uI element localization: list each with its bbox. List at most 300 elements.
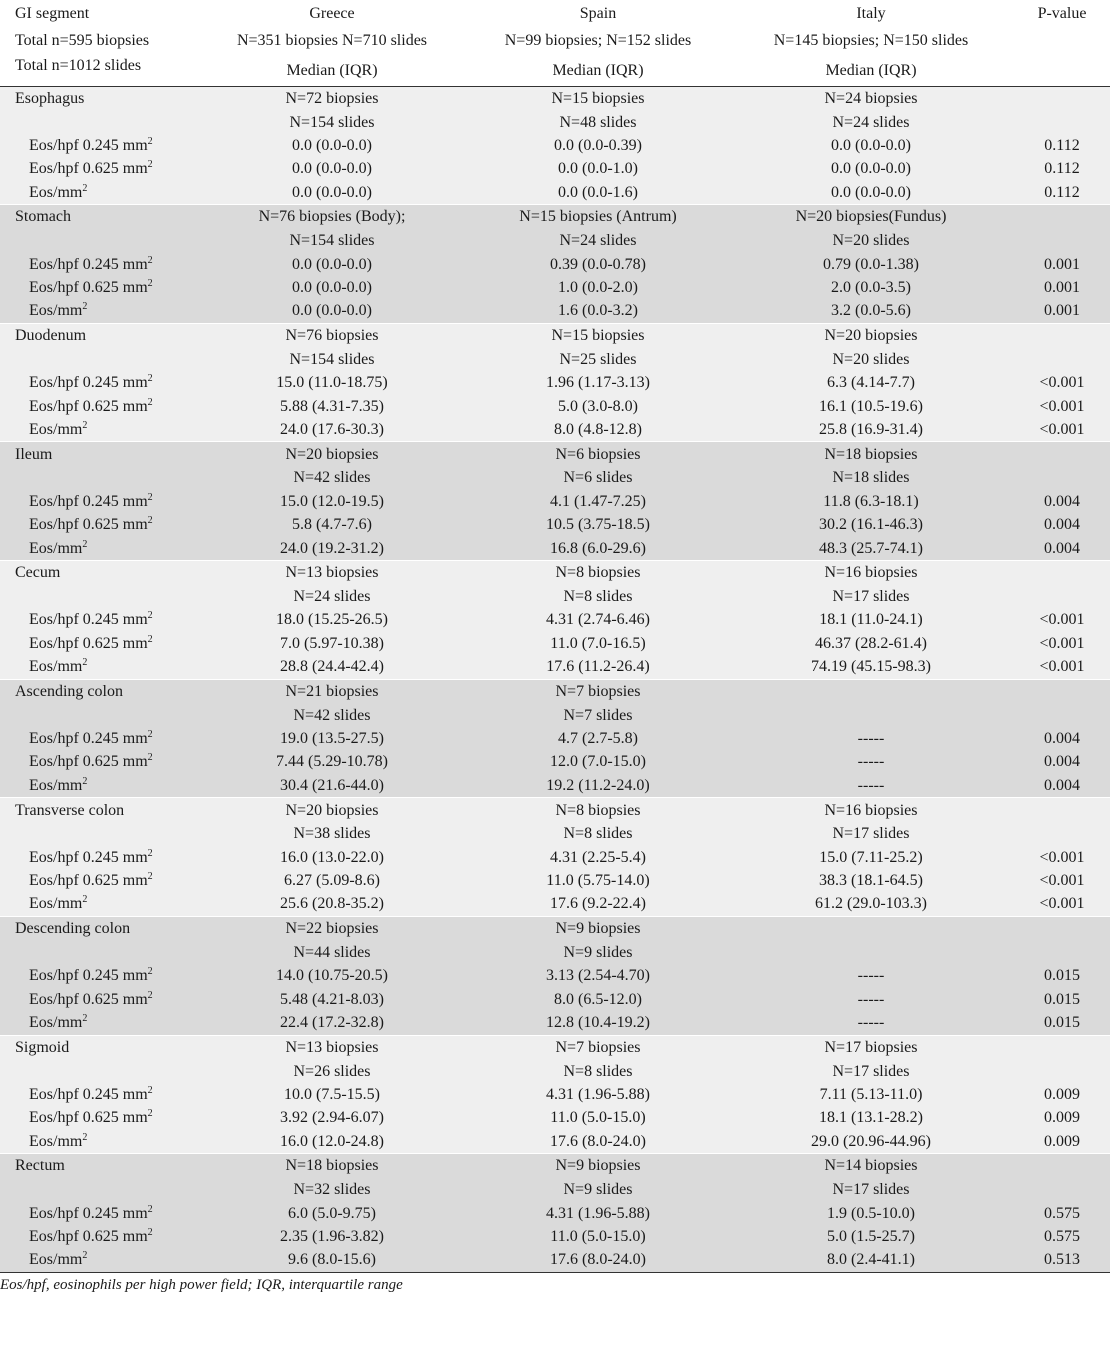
metric-label (0, 181, 196, 204)
p-value: <0.001 (1039, 634, 1085, 652)
greece-value: 14.0 (10.75-20.5) (276, 967, 388, 985)
superscript-two: 2 (147, 254, 153, 266)
table-row (0, 537, 1110, 560)
italy-value: 6.3 (4.14-7.7) (827, 374, 915, 392)
metric-label (0, 1011, 196, 1034)
greece-value: 7.44 (5.29-10.78) (276, 753, 388, 771)
greece-value: 0.0 (0.0-0.0) (292, 278, 372, 296)
metric-label (0, 490, 196, 513)
table-row (0, 869, 1110, 892)
greece-slides: N=154 slides (289, 350, 375, 368)
greece-slides: N=154 slides (289, 232, 375, 250)
spain-value: 0.39 (0.0-0.78) (550, 255, 646, 273)
italy-biopsies: N=17 biopsies (824, 1038, 918, 1056)
metric-label-text: Eos/mm (29, 658, 83, 676)
p-value: 0.112 (1044, 183, 1080, 201)
metric-label-text: Eos/hpf 0.625 mm (29, 753, 148, 771)
spain-value: 0.0 (0.0-0.39) (554, 136, 642, 154)
metric-label (0, 371, 196, 394)
metric-label (0, 1106, 196, 1129)
p-value: 0.009 (1044, 1109, 1080, 1127)
italy-value: 8.0 (2.4-41.1) (827, 1251, 915, 1269)
greece-slides: N=32 slides (293, 1181, 371, 1199)
italy-value: 38.3 (18.1-64.5) (819, 872, 923, 890)
table-row (0, 917, 1110, 941)
metric-label-text: Eos/mm (29, 302, 83, 320)
p-value-empty (1014, 917, 1110, 941)
spain-value: 17.6 (8.0-24.0) (550, 1251, 646, 1269)
p-value: 0.004 (1044, 753, 1080, 771)
italy-value: 1.9 (0.5-10.0) (827, 1204, 915, 1222)
metric-label-text: Eos/hpf 0.625 mm (29, 160, 148, 178)
italy-biopsies: N=20 biopsies(Fundus) (795, 208, 947, 226)
superscript-two: 2 (147, 1203, 153, 1215)
greece-value: 18.0 (15.25-26.5) (276, 611, 388, 629)
metric-label (0, 1248, 196, 1271)
superscript-two: 2 (147, 847, 153, 859)
spain-value: 1.96 (1.17-3.13) (546, 374, 650, 392)
metric-label-text: Eos/hpf 0.625 mm (29, 990, 148, 1008)
metric-label (0, 253, 196, 276)
spain-slides: N=8 slides (563, 825, 633, 843)
header-spain-counts: N=99 biopsies; N=152 slides (504, 32, 692, 49)
table-row (0, 348, 1110, 371)
metric-label (0, 513, 196, 536)
metric-label (0, 988, 196, 1011)
superscript-two: 2 (82, 301, 88, 313)
segment-name: Descending colon (15, 920, 131, 938)
greece-value: 6.0 (5.0-9.75) (288, 1204, 376, 1222)
table-row (0, 276, 1110, 299)
empty-cell (0, 941, 196, 964)
empty-cell (0, 822, 196, 845)
p-value: <0.001 (1039, 895, 1085, 913)
italy-value: 29.0 (20.96-44.96) (811, 1132, 931, 1150)
p-value: 0.001 (1044, 255, 1080, 273)
header-greece-median: Median (IQR) (286, 61, 378, 79)
spain-value: 11.0 (5.0-15.0) (550, 1227, 646, 1245)
header-total-slides: Total n=1012 slides (15, 56, 142, 74)
table-row (0, 371, 1110, 394)
spain-value: 0.0 (0.0-1.6) (558, 183, 638, 201)
p-value: 0.575 (1044, 1227, 1080, 1245)
greece-value: 25.6 (20.8-35.2) (280, 895, 384, 913)
italy-slides: N=17 slides (832, 1062, 910, 1080)
italy-slides (728, 941, 1014, 964)
superscript-two: 2 (147, 1226, 153, 1238)
spain-value: 1.0 (0.0-2.0) (558, 278, 638, 296)
superscript-two: 2 (82, 775, 88, 787)
metric-label-text: Eos/mm (29, 420, 83, 438)
greece-slides: N=24 slides (293, 588, 371, 605)
metric-label-text: Eos/mm (29, 539, 83, 557)
segment-group (0, 561, 1110, 679)
greece-value: 24.0 (19.2-31.2) (280, 539, 384, 557)
table-row (0, 561, 1110, 585)
spain-value: 4.1 (1.47-7.25) (550, 492, 646, 510)
header-gi-segment: GI segment (15, 5, 90, 22)
greece-value: 0.0 (0.0-0.0) (292, 302, 372, 320)
table-row (0, 1106, 1110, 1129)
greece-value: 22.4 (17.2-32.8) (280, 1014, 384, 1032)
greece-value: 0.0 (0.0-0.0) (292, 136, 372, 154)
table-row (0, 418, 1110, 441)
greece-value: 0.0 (0.0-0.0) (292, 183, 372, 201)
superscript-two: 2 (147, 989, 153, 1001)
superscript-two: 2 (82, 657, 88, 669)
p-value-empty (1014, 324, 1110, 348)
greece-value: 9.6 (8.0-15.6) (288, 1251, 376, 1269)
metric-label-text: Eos/mm (29, 895, 83, 913)
superscript-two: 2 (82, 182, 88, 194)
superscript-two: 2 (147, 729, 153, 741)
greece-value: 15.0 (11.0-18.75) (276, 374, 388, 392)
italy-value: ----- (857, 1014, 885, 1032)
header-italy: Italy (856, 5, 886, 22)
greece-value: 30.4 (21.6-44.0) (280, 776, 384, 794)
segment-name: Cecum (15, 564, 61, 582)
spain-value: 11.0 (5.75-14.0) (546, 872, 650, 890)
greece-slides: N=154 slides (289, 113, 375, 131)
spain-slides: N=25 slides (559, 350, 637, 368)
superscript-two: 2 (147, 1108, 153, 1120)
header-p-value: P-value (1037, 5, 1087, 22)
metric-label-text: Eos/hpf 0.245 mm (29, 848, 148, 866)
superscript-two: 2 (147, 1084, 153, 1096)
italy-value: 7.11 (5.13-11.0) (819, 1085, 923, 1103)
p-value: <0.001 (1039, 848, 1085, 866)
metric-label (0, 1225, 196, 1248)
italy-value: ----- (857, 776, 885, 794)
italy-slides: N=18 slides (832, 469, 910, 487)
greece-slides: N=42 slides (293, 706, 371, 724)
p-value: 0.004 (1044, 539, 1080, 557)
header-spain: Spain (579, 5, 617, 22)
spain-biopsies: N=15 biopsies (551, 89, 645, 107)
superscript-two: 2 (82, 1013, 88, 1025)
p-value: 0.004 (1044, 492, 1080, 510)
spain-value: 1.6 (0.0-3.2) (558, 302, 638, 320)
metric-label (0, 1130, 196, 1153)
metric-label-text: Eos/hpf 0.625 mm (29, 278, 148, 296)
greece-value: 19.0 (13.5-27.5) (280, 730, 384, 748)
metric-label (0, 418, 196, 441)
header-spain-median: Median (IQR) (552, 61, 644, 79)
italy-biopsies: N=16 biopsies (824, 564, 918, 582)
table-row (0, 1130, 1110, 1153)
p-value: 0.513 (1044, 1251, 1080, 1269)
italy-slides: N=20 slides (832, 350, 910, 368)
segment-group (0, 324, 1110, 442)
greece-value: 5.8 (4.7-7.6) (292, 516, 372, 534)
italy-value: 0.79 (0.0-1.38) (823, 255, 919, 273)
segment-group (0, 1154, 1110, 1272)
p-value: 0.575 (1044, 1204, 1080, 1222)
italy-slides: N=17 slides (832, 825, 910, 843)
spain-biopsies: N=8 biopsies (555, 801, 641, 819)
table-row (0, 1202, 1110, 1225)
metric-label-text: Eos/hpf 0.245 mm (29, 1204, 148, 1222)
spain-value: 17.6 (9.2-22.4) (550, 895, 646, 913)
spain-value: 17.6 (11.2-26.4) (546, 658, 650, 676)
table-row (0, 727, 1110, 750)
table-row (0, 892, 1110, 915)
metric-label (0, 774, 196, 797)
spain-biopsies: N=7 biopsies (555, 682, 641, 700)
table-row (0, 774, 1110, 797)
table-row (0, 1178, 1110, 1201)
italy-biopsies: N=24 biopsies (824, 89, 918, 107)
segment-name: Sigmoid (15, 1038, 70, 1056)
metric-label-text: Eos/hpf 0.625 mm (29, 1109, 148, 1127)
spain-slides: N=8 slides (563, 588, 633, 605)
metric-label-text: Eos/hpf 0.625 mm (29, 397, 148, 415)
spain-value: 19.2 (11.2-24.0) (546, 776, 650, 794)
italy-value: 74.19 (45.15-98.3) (811, 658, 931, 676)
p-value: 0.009 (1044, 1085, 1080, 1103)
greece-biopsies: N=22 biopsies (285, 920, 379, 938)
spain-slides: N=9 slides (563, 1181, 633, 1199)
table-row (0, 822, 1110, 845)
greece-value: 0.0 (0.0-0.0) (292, 255, 372, 273)
spain-value: 4.31 (1.96-5.88) (546, 1204, 650, 1222)
p-value: 0.112 (1044, 136, 1080, 154)
spain-slides: N=8 slides (563, 1062, 633, 1080)
metric-label (0, 157, 196, 180)
table-row (0, 490, 1110, 513)
empty-cell (0, 704, 196, 727)
superscript-two: 2 (147, 633, 153, 645)
metric-label (0, 655, 196, 678)
p-value-empty (1014, 86, 1110, 111)
superscript-two: 2 (147, 752, 153, 764)
segment-group (0, 86, 1110, 204)
p-value: 0.015 (1044, 990, 1080, 1008)
segment-name: Ascending colon (15, 682, 123, 700)
spain-value: 11.0 (7.0-16.5) (550, 634, 646, 652)
italy-value: 11.8 (6.3-18.1) (823, 492, 919, 510)
spain-value: 5.0 (3.0-8.0) (558, 397, 638, 415)
table-row (0, 988, 1110, 1011)
table-row (0, 466, 1110, 489)
table-row (0, 1225, 1110, 1248)
spain-biopsies: N=9 biopsies (555, 1157, 641, 1175)
header-italy-median: Median (IQR) (825, 61, 917, 79)
table-row (0, 798, 1110, 822)
segment-group (0, 1036, 1110, 1154)
table-row (0, 395, 1110, 418)
italy-value: 18.1 (13.1-28.2) (819, 1109, 923, 1127)
table-row (0, 608, 1110, 631)
spain-slides: N=6 slides (563, 469, 633, 487)
table-row (0, 1154, 1110, 1178)
italy-value: 15.0 (7.11-25.2) (819, 848, 923, 866)
table-row (0, 299, 1110, 322)
metric-label-text: Eos/hpf 0.625 mm (29, 634, 148, 652)
p-value: 0.001 (1044, 302, 1080, 320)
spain-value: 8.0 (4.8-12.8) (554, 420, 642, 438)
segment-group (0, 798, 1110, 916)
p-value: <0.001 (1039, 374, 1085, 392)
segment-name: Ileum (15, 445, 53, 463)
table-row (0, 704, 1110, 727)
greece-value: 28.8 (24.4-42.4) (280, 658, 384, 676)
spain-value: 4.31 (2.25-5.4) (550, 848, 646, 866)
table-row (0, 585, 1110, 608)
table-row (0, 750, 1110, 773)
metric-label-text: Eos/hpf 0.245 mm (29, 136, 148, 154)
segment-name: Esophagus (15, 89, 85, 107)
table-row (0, 181, 1110, 204)
italy-value: 48.3 (25.7-74.1) (819, 539, 923, 557)
empty-cell (0, 585, 196, 608)
italy-value: 2.0 (0.0-3.5) (831, 278, 911, 296)
p-value-empty (1014, 941, 1110, 964)
segment-group (0, 680, 1110, 798)
metric-label (0, 608, 196, 631)
footnote: Eos/hpf, eosinophils per high power field; IQR, interquartile range (0, 1276, 403, 1293)
metric-label (0, 869, 196, 892)
metric-label-text: Eos/hpf 0.625 mm (29, 872, 148, 890)
spain-biopsies: N=15 biopsies (551, 327, 645, 345)
metric-label (0, 276, 196, 299)
empty-cell (0, 1178, 196, 1201)
italy-value: 30.2 (16.1-46.3) (819, 516, 923, 534)
italy-biopsies: N=20 biopsies (824, 327, 918, 345)
metric-label-text: Eos/hpf 0.245 mm (29, 492, 148, 510)
metric-label-text: Eos/hpf 0.625 mm (29, 516, 148, 534)
table-row (0, 111, 1110, 134)
p-value-empty (1014, 798, 1110, 822)
italy-value: 46.37 (28.2-61.4) (815, 634, 927, 652)
greece-value: 10.0 (7.5-15.5) (284, 1085, 380, 1103)
metric-label (0, 395, 196, 418)
italy-value: ----- (857, 730, 885, 748)
metric-label (0, 892, 196, 915)
table-row (0, 632, 1110, 655)
greece-value: 6.27 (5.09-8.6) (284, 872, 380, 890)
superscript-two: 2 (82, 1250, 88, 1262)
p-value: 0.001 (1044, 278, 1080, 296)
p-value-empty (1014, 466, 1110, 489)
metric-label-text: Eos/hpf 0.625 mm (29, 1227, 148, 1245)
table-row (0, 253, 1110, 276)
greece-value: 5.48 (4.21-8.03) (280, 990, 384, 1008)
table-row (0, 1060, 1110, 1083)
greece-biopsies: N=13 biopsies (285, 1038, 379, 1056)
italy-value: 5.0 (1.5-25.7) (827, 1227, 915, 1245)
p-value: 0.009 (1044, 1132, 1080, 1150)
italy-slides: N=17 slides (832, 1181, 910, 1199)
table-row (0, 964, 1110, 987)
p-value-empty (1014, 822, 1110, 845)
greece-biopsies: N=21 biopsies (285, 682, 379, 700)
table-row (0, 655, 1110, 678)
spain-value: 12.0 (7.0-15.0) (550, 753, 646, 771)
italy-biopsies (728, 680, 1014, 704)
table-row (0, 846, 1110, 869)
italy-value: 3.2 (0.0-5.6) (831, 302, 911, 320)
greece-biopsies: N=20 biopsies (285, 801, 379, 819)
table-row (0, 1083, 1110, 1106)
table-header (0, 0, 1110, 86)
metric-label (0, 846, 196, 869)
greece-slides: N=42 slides (293, 469, 371, 487)
greece-biopsies: N=76 biopsies (285, 327, 379, 345)
spain-value: 12.8 (10.4-19.2) (546, 1014, 650, 1032)
italy-slides: N=20 slides (832, 232, 910, 250)
table-row (0, 941, 1110, 964)
p-value: 0.004 (1044, 730, 1080, 748)
superscript-two: 2 (82, 538, 88, 550)
greece-value: 16.0 (13.0-22.0) (280, 848, 384, 866)
table-row (0, 1036, 1110, 1060)
spain-biopsies: N=9 biopsies (555, 920, 641, 938)
greece-value: 7.0 (5.97-10.38) (280, 634, 384, 652)
metric-label-text: Eos/mm (29, 1132, 83, 1150)
header-total-biopsies: Total n=595 biopsies (15, 32, 150, 49)
metric-label (0, 632, 196, 655)
segment-name: Transverse colon (15, 801, 125, 819)
spain-biopsies: N=6 biopsies (555, 445, 641, 463)
metric-label-text: Eos/mm (29, 776, 83, 794)
greece-value: 24.0 (17.6-30.3) (280, 420, 384, 438)
greece-value: 16.0 (12.0-24.8) (280, 1132, 384, 1150)
greece-biopsies: N=20 biopsies (285, 445, 379, 463)
spain-slides: N=9 slides (563, 943, 633, 961)
p-value: 0.015 (1044, 967, 1080, 985)
greece-biopsies: N=13 biopsies (285, 564, 379, 582)
p-value-empty (1014, 1060, 1110, 1083)
spain-value: 3.13 (2.54-4.70) (546, 967, 650, 985)
greece-value: 5.88 (4.31-7.35) (280, 397, 384, 415)
italy-value: 18.1 (11.0-24.1) (819, 611, 923, 629)
table-row (0, 324, 1110, 348)
superscript-two: 2 (82, 894, 88, 906)
spain-slides: N=24 slides (559, 232, 637, 250)
table-row (0, 86, 1110, 111)
metric-label (0, 537, 196, 560)
empty-cell (0, 111, 196, 134)
metric-label-text: Eos/hpf 0.245 mm (29, 1085, 148, 1103)
greece-slides: N=26 slides (293, 1062, 371, 1080)
segment-group (0, 442, 1110, 560)
italy-biopsies: N=18 biopsies (824, 445, 918, 463)
spain-slides: N=7 slides (563, 706, 633, 724)
empty-cell (0, 466, 196, 489)
table-row (0, 134, 1110, 157)
superscript-two: 2 (147, 135, 153, 147)
p-value-empty (1014, 348, 1110, 371)
table-row (0, 442, 1110, 466)
italy-slides (728, 704, 1014, 727)
greece-value: 0.0 (0.0-0.0) (292, 160, 372, 178)
metric-label-text: Eos/mm (29, 1251, 83, 1269)
italy-value: 16.1 (10.5-19.6) (819, 397, 923, 415)
p-value-empty (1014, 1036, 1110, 1060)
superscript-two: 2 (147, 515, 153, 527)
header-greece: Greece (309, 5, 355, 22)
greece-biopsies: N=18 biopsies (285, 1157, 379, 1175)
metric-label-text: Eos/hpf 0.245 mm (29, 255, 148, 273)
spain-value: 4.31 (2.74-6.46) (546, 611, 650, 629)
metric-label-text: Eos/hpf 0.245 mm (29, 611, 148, 629)
p-value-empty (1014, 680, 1110, 704)
segment-group (0, 205, 1110, 323)
metric-label (0, 1202, 196, 1225)
p-value: <0.001 (1039, 397, 1085, 415)
spain-value: 4.31 (1.96-5.88) (546, 1085, 650, 1103)
